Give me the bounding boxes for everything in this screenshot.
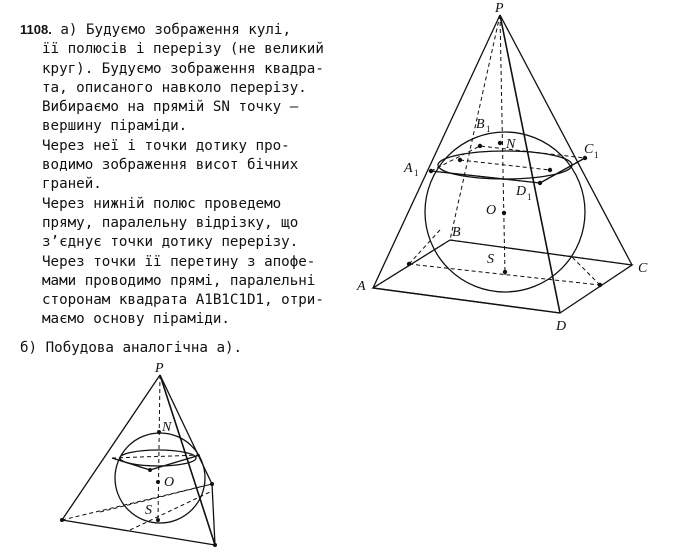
point-N-b xyxy=(157,430,161,434)
text-line-4: та, описаного навколо перерізу. xyxy=(42,79,307,96)
label-P-b: P xyxy=(155,361,164,376)
point-base-front-b xyxy=(213,543,217,547)
edge-lateral-front xyxy=(160,375,215,545)
label-N-b: N xyxy=(162,420,172,435)
label-C1-sub: 1 xyxy=(594,150,599,160)
label-B1-sub: 1 xyxy=(486,124,491,134)
label-C1: C xyxy=(584,142,594,157)
text-line-13: Через точки її перетину з апофе- xyxy=(42,253,316,270)
text-line-6: вершину піраміди. xyxy=(42,118,188,135)
text-line-5: Вибираємо на прямій SN точку — xyxy=(42,99,299,116)
text-line-7: Через неї і точки дотику про- xyxy=(42,137,290,154)
label-A: A xyxy=(357,279,366,294)
text-line-12: з’єднує точки дотику перерізу. xyxy=(42,234,299,251)
label-D1: D xyxy=(516,184,527,199)
text-line-15: сторонам квадрата A1B1C1D1, отри- xyxy=(42,292,324,309)
label-N: N xyxy=(506,137,516,152)
text-line-16: маємо основу піраміди. xyxy=(42,311,230,328)
label-P: P xyxy=(495,1,504,16)
point-base-left-b xyxy=(60,518,64,522)
text-line-10: Через нижній полюс проведемо xyxy=(42,195,282,212)
text-line-9: граней. xyxy=(42,176,102,193)
point-S-b xyxy=(156,518,160,522)
text-line: а) Будуємо зображення кулі, xyxy=(60,22,291,38)
label-B: B xyxy=(452,225,461,240)
line-through-S-b xyxy=(130,492,210,530)
point-O-b xyxy=(156,480,160,484)
text-line-11: пряму, паралельну відрізку, що xyxy=(42,214,299,231)
text-line-8: водимо зображення висот бічних xyxy=(42,157,299,174)
section-tri-front-right xyxy=(150,455,200,470)
text-line-3: круг). Будуємо зображення квадра- xyxy=(42,60,324,77)
edge-lateral-left xyxy=(62,375,160,520)
label-O-b: O xyxy=(164,475,175,490)
sphere-b xyxy=(115,433,205,523)
label-D1-sub: 1 xyxy=(527,192,532,202)
axis-b xyxy=(158,375,160,520)
label-C: C xyxy=(638,261,648,276)
label-A1-sub: 1 xyxy=(414,168,419,178)
label-D: D xyxy=(556,319,567,334)
point-base-right-b xyxy=(210,482,214,486)
label-S: S xyxy=(487,252,494,267)
label-A1: A xyxy=(404,161,413,176)
label-B1: B xyxy=(476,117,485,132)
part-b-text: б) Побудова аналогічна а). xyxy=(20,340,243,356)
text-line-14: мами проводимо прямі, паралельні xyxy=(42,272,316,289)
point-tangent-b xyxy=(148,468,152,472)
label-O: O xyxy=(486,203,497,218)
problem-number: 1108. xyxy=(20,22,52,37)
label-S-b: S xyxy=(145,503,152,518)
text-line-2: її полюсів і перерізу (не великий xyxy=(42,41,324,58)
edge-base-front xyxy=(62,520,215,545)
